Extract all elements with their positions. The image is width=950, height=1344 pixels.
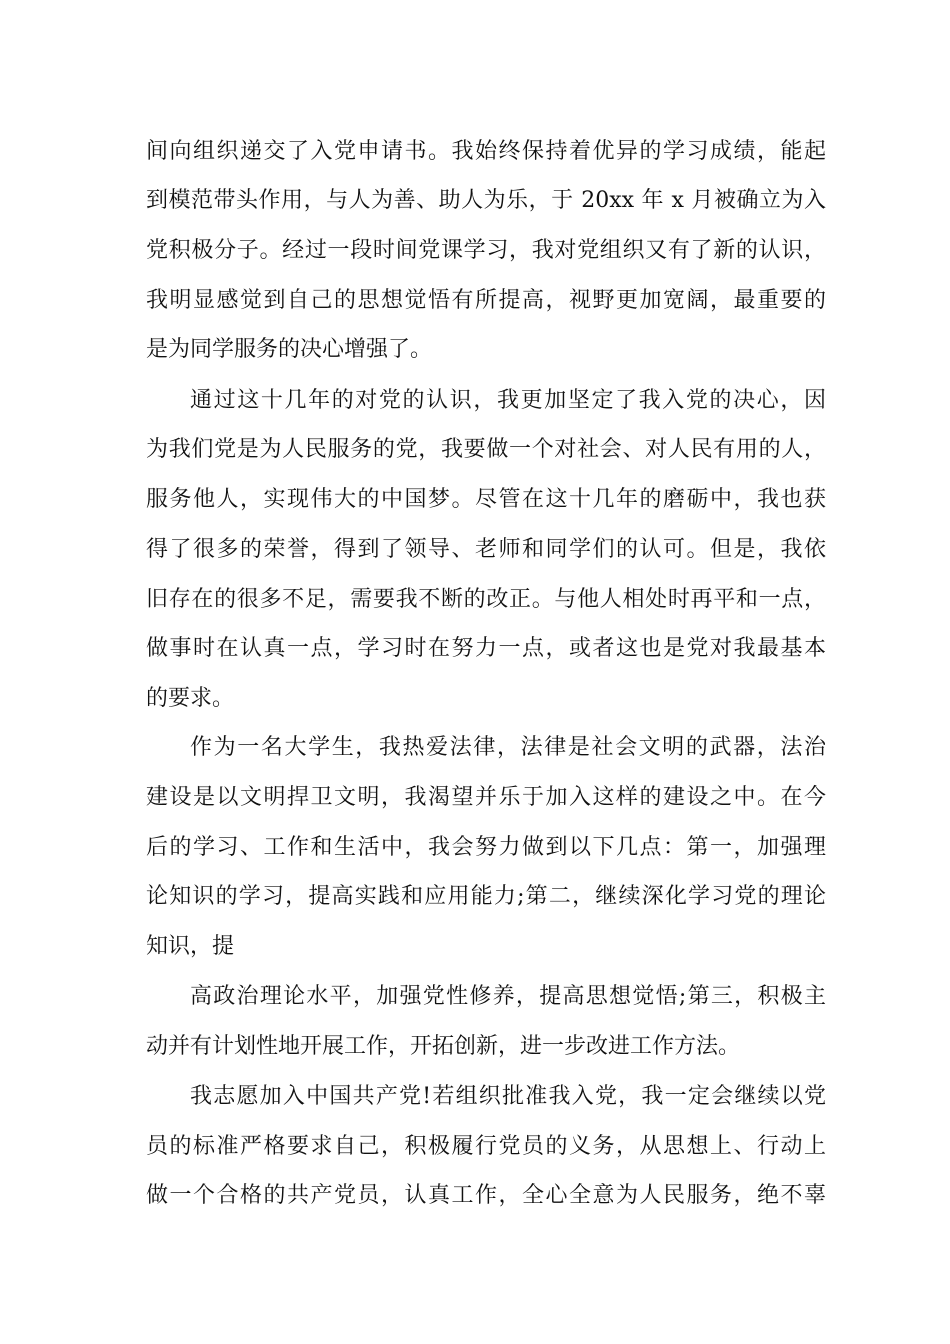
text-line: 论知识的学习，提高实践和应用能力;第二，继续深化学习党的理论	[146, 884, 826, 909]
paragraph-first-line: 通过这十几年的对党的认识，我更加坚定了我入党的决心，因	[190, 388, 826, 413]
text-line: 做事时在认真一点，学习时在努力一点，或者这也是党对我最基本	[146, 636, 826, 661]
text-line: 旧存在的很多不足，需要我不断的改正。与他人相处时再平和一点，	[146, 587, 826, 612]
text-line: 建设是以文明捍卫文明，我渴望并乐于加入这样的建设之中。在今	[146, 785, 826, 810]
text-line: 我明显感觉到自己的思想觉悟有所提高，视野更加宽阔，最重要的	[146, 288, 826, 313]
text-line: 动并有计划性地开展工作，开拓创新，进一步改进工作方法。	[146, 1034, 741, 1059]
text-line: 党积极分子。经过一段时间党课学习，我对党组织又有了新的认识，	[146, 238, 826, 263]
text-line: 得了很多的荣誉，得到了领导、老师和同学们的认可。但是，我依	[146, 537, 826, 562]
text-line: 做一个合格的共产党员，认真工作，全心全意为人民服务，绝不辜	[146, 1183, 826, 1208]
text-line: 员的标准严格要求自己，积极履行党员的义务，从思想上、行动上	[146, 1134, 826, 1159]
text-line: 后的学习、工作和生活中，我会努力做到以下几点：第一，加强理	[146, 835, 826, 860]
text-line: 到模范带头作用，与人为善、助人为乐，于 20xx 年 x 月被确立为入	[146, 188, 826, 213]
paragraph-first-line: 高政治理论水平，加强党性修养，提高思想觉悟;第三，积极主	[190, 984, 826, 1009]
text-line: 的要求。	[146, 686, 235, 711]
text-line: 服务他人，实现伟大的中国梦。尽管在这十几年的磨砺中，我也获	[146, 487, 826, 512]
text-line: 为我们党是为人民服务的党，我要做一个对社会、对人民有用的人，	[146, 437, 826, 462]
paragraph-first-line: 我志愿加入中国共产党!若组织批准我入党，我一定会继续以党	[190, 1084, 826, 1109]
paragraph-first-line: 作为一名大学生，我热爱法律，法律是社会文明的武器，法治	[190, 735, 826, 760]
text-line: 知识，提	[146, 934, 235, 959]
text-line: 间向组织递交了入党申请书。我始终保持着优异的学习成绩，能起	[146, 139, 826, 164]
text-line: 是为同学服务的决心增强了。	[146, 337, 433, 362]
